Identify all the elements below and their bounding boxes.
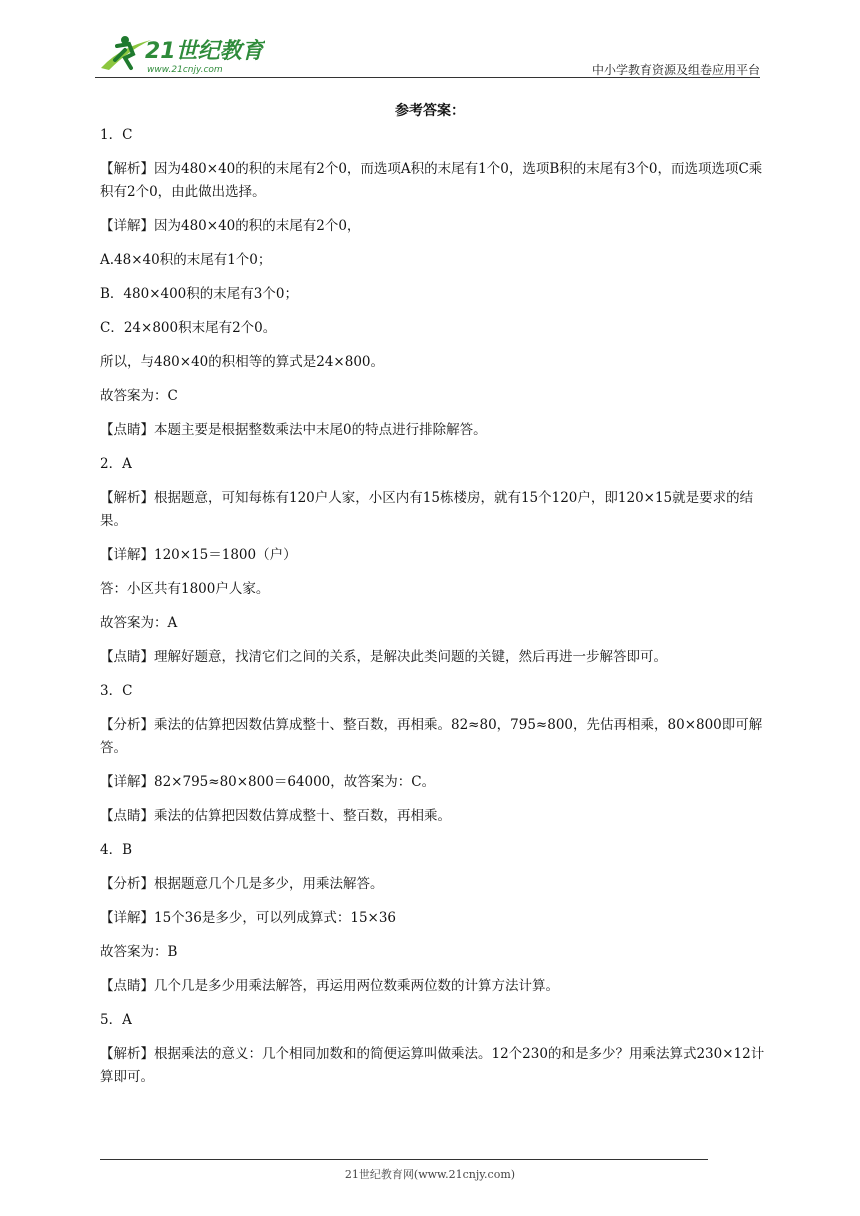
answer-line: 【分析】乘法的估算把因数估算成整十、整百数，再相乘。82≈80，795≈800，先估再相乘，80×800即可解答。 xyxy=(100,717,763,756)
answer-line: 【详解】15个36是多少，可以列成算式：15×36 xyxy=(100,910,397,926)
answer-line: 【详解】82×795≈80×800＝64000，故答案为：C。 xyxy=(100,774,436,790)
page-footer[interactable]: 21世纪教育网(www.21cnjy.com) xyxy=(344,1168,516,1181)
answer-line: 【解析】根据题意，可知每栋有120户人家，小区内有15栋楼房，就有15个120户，即120×15就是要求的结果。 xyxy=(100,490,754,529)
answer-line: 故答案为：C xyxy=(100,388,178,404)
answer-line: 【详解】120×15＝1800（户） xyxy=(100,547,297,563)
answer-line: C．24×800积末尾有2个0。 xyxy=(100,320,277,336)
answer-line: 【分析】根据题意几个几是多少，用乘法解答。 xyxy=(100,876,384,892)
answer-line: 1．C xyxy=(100,127,133,143)
answer-line: B．480×400积的末尾有3个0； xyxy=(100,286,298,302)
answer-line: 【点睛】乘法的估算把因数估算成整十、整百数，再相乘。 xyxy=(100,808,451,824)
answer-line: 【点睛】理解好题意，找清它们之间的关系，是解决此类问题的关键，然后再进一步解答即可。 xyxy=(100,649,667,665)
answer-line: 【点睛】本题主要是根据整数乘法中末尾0的特点进行排除解答。 xyxy=(100,422,487,438)
svg-text:21世纪教育: 21世纪教育 xyxy=(145,39,264,64)
answer-line: 【点睛】几个几是多少用乘法解答，再运用两位数乘两位数的计算方法计算。 xyxy=(100,978,559,994)
site-logo[interactable] xyxy=(95,30,265,78)
answer-line: 故答案为：B xyxy=(100,944,178,960)
platform-name: 中小学教育资源及组卷应用平台 xyxy=(591,63,760,77)
answer-line: 4．B xyxy=(100,842,133,858)
answer-line: 答：小区共有1800户人家。 xyxy=(100,581,270,597)
answer-line: 故答案为：A xyxy=(100,615,178,631)
answer-line: 2．A xyxy=(100,456,132,472)
answer-line: 5．A xyxy=(100,1012,132,1028)
answer-line: 【详解】因为480×40的积的末尾有2个0， xyxy=(100,218,361,234)
answer-line: 【解析】因为480×40的积的末尾有2个0，而选项A积的末尾有1个0，选项B积的末尾有3个0，而选项选项C乘积有2个0，由此做出选择。 xyxy=(100,161,763,200)
page-header xyxy=(95,30,760,78)
answer-line: 【解析】根据乘法的意义：几个相同加数和的简便运算叫做乘法。12个230的和是多少？用乘法算式230×12计算即可。 xyxy=(100,1046,765,1085)
answer-line: A.48×40积的末尾有1个0； xyxy=(100,252,272,268)
answer-content xyxy=(100,124,765,1100)
answer-line: 3．C xyxy=(100,683,133,699)
page-title: 参考答案： xyxy=(395,103,465,119)
answer-line: 所以，与480×40的积相等的算式是24×800。 xyxy=(100,354,385,370)
runner-logo-icon xyxy=(95,30,265,78)
header-divider xyxy=(95,77,760,78)
footer-divider xyxy=(100,1159,708,1160)
svg-text:www.21cnjy.com: www.21cnjy.com xyxy=(147,65,223,75)
